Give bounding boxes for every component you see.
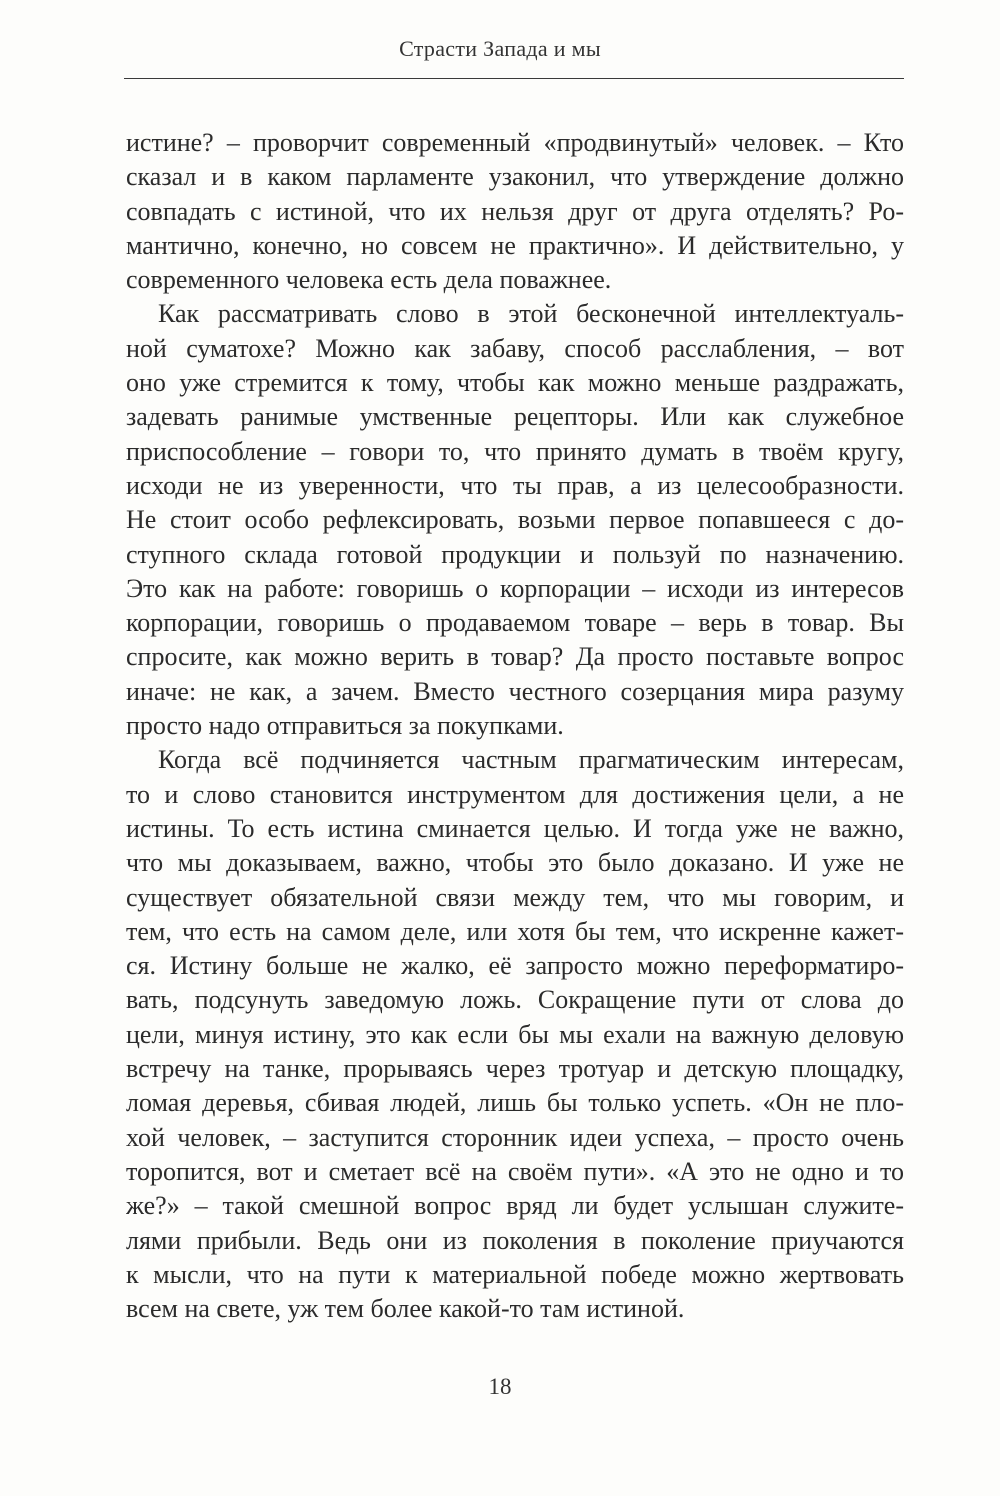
text-line: же?» – такой смешной вопрос вряд ли будет услышан служите-: [126, 1191, 904, 1221]
text-line: встречу на танке, прорываясь через тротуар и детскую площадку,: [126, 1054, 904, 1084]
text-line: к мысли, что на пути к материальной победе можно жертвовать: [126, 1259, 904, 1289]
text-line: торопится, вот и сметает всё на своём пути». «А это не одно и то: [126, 1156, 904, 1186]
page-number: 18: [488, 1374, 512, 1399]
paragraph-last-line: просто надо отправиться за покупками.: [126, 711, 564, 741]
text-line: что мы доказываем, важно, чтобы это было доказано. И уже не: [126, 848, 904, 878]
text-line: иначе: не как, а зачем. Вместо честного созерцания мира разуму: [126, 676, 904, 706]
paragraph-first-line: Когда всё подчиняется частным прагматическим интересам,: [158, 745, 904, 775]
header-rule: [124, 78, 904, 79]
text-line: цели, минуя истину, это как если бы мы ехали на важную деловую: [126, 1019, 904, 1049]
text-line: вать, подсунуть заведомую ложь. Сокращение пути от слова до: [126, 985, 904, 1015]
text-line: ной суматохе? Можно как забаву, способ расслабления, – вот: [126, 333, 904, 363]
text-line: Не стоит особо рефлексировать, возьми первое попавшееся с до-: [126, 505, 904, 535]
text-line: исходи не из уверенности, что ты прав, а из целесообразности.: [126, 470, 904, 500]
text-line: ся. Истину больше не жалко, её запросто можно переформатиро-: [126, 951, 904, 981]
text-line: сказал и в каком парламенте узаконил, что утверждение должно: [126, 162, 904, 192]
text-line: хой человек, – заступится сторонник идеи успеха, – просто очень: [126, 1122, 904, 1152]
paragraph-first-line: Как рассматривать слово в этой бесконечной интеллектуаль-: [158, 299, 904, 329]
text-line: то и слово становится инструментом для достижения цели, а не: [126, 779, 904, 809]
text-line: совпадать с истиной, что их нельзя друг от друга отделять? Ро-: [126, 196, 904, 226]
text-line: мантично, конечно, но совсем не практично». И действительно, у: [126, 230, 904, 260]
text-line: Это как на работе: говоришь о корпорации – исходи из интересов: [126, 573, 904, 603]
paragraph-last-line: современного человека есть дела поважнее.: [126, 265, 612, 295]
text-line: ломая деревья, сбивая людей, лишь бы только успеть. «Он не пло-: [126, 1088, 904, 1118]
text-line: ступного склада готовой продукции и пользуй по назначению.: [126, 539, 904, 569]
text-line: существует обязательной связи между тем, что мы говорим, и: [126, 882, 904, 912]
text-line: корпорации, говоришь о продаваемом товаре – верь в товар. Вы: [126, 608, 904, 638]
running-title: Страсти Запада и мы: [399, 36, 601, 61]
text-line: спросите, как можно верить в товар? Да просто поставьте вопрос: [126, 642, 904, 672]
text-line: истины. То есть истина сминается целью. И тогда уже не важно,: [126, 813, 904, 843]
paragraph-last-line: всем на свете, уж тем более какой-то там истиной.: [126, 1294, 685, 1324]
text-line: приспособление – говори то, что принято думать в твоём кругу,: [126, 436, 904, 466]
text-line: тем, что есть на самом деле, или хотя бы тем, что искренне кажет-: [126, 916, 904, 946]
body-text: [126, 126, 904, 1326]
text-line: истине? – проворчит современный «продвинутый» человек. – Кто: [126, 128, 904, 157]
text-line: лями прибыли. Ведь они из поколения в поколение приучаются: [126, 1225, 904, 1255]
text-line: оно уже стремится к тому, чтобы как можно меньше раздражать,: [126, 368, 904, 398]
text-line: задевать ранимые умственные рецепторы. Или как служебное: [126, 402, 904, 432]
